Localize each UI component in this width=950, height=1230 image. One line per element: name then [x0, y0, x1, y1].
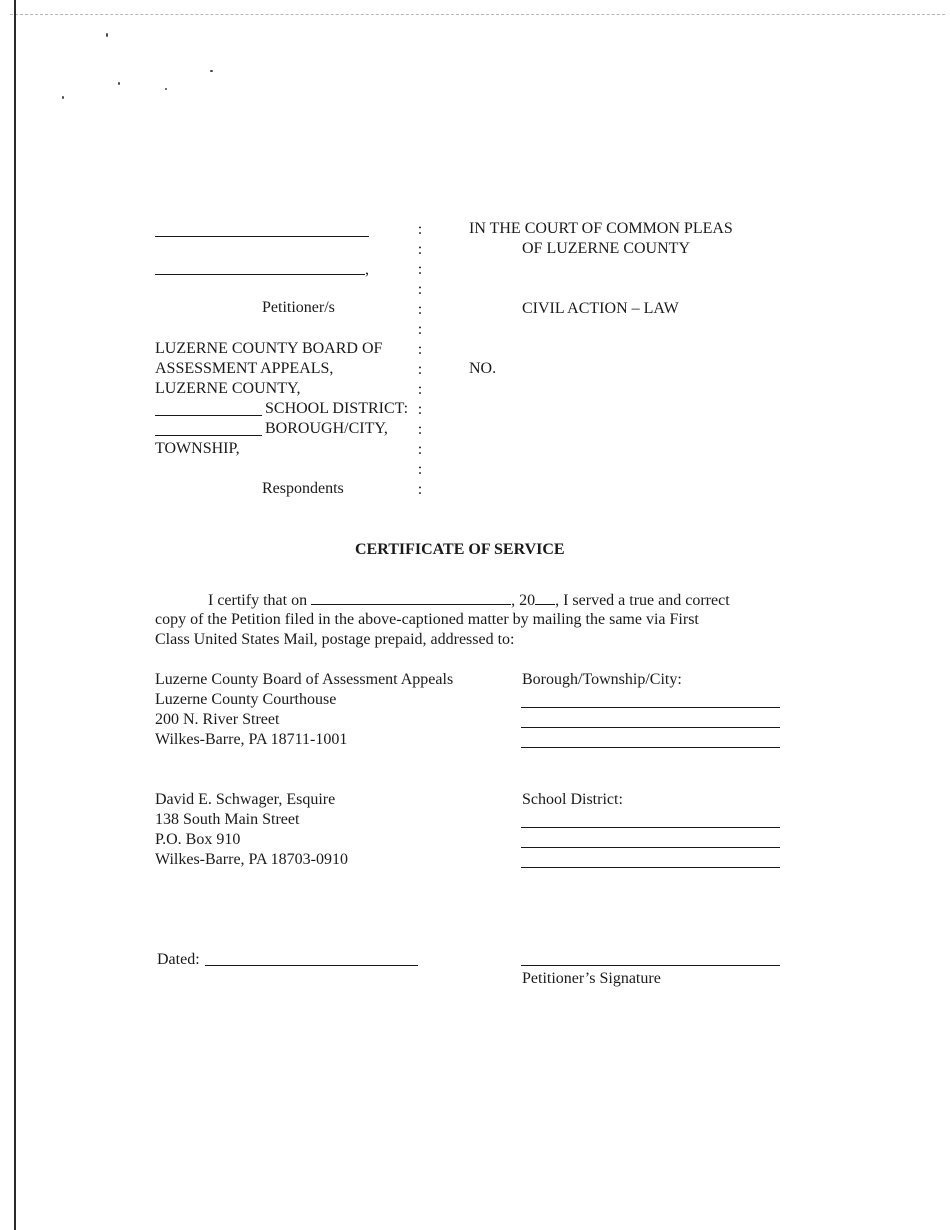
colon: :	[417, 321, 423, 338]
certification-paragraph-line-1	[208, 590, 730, 611]
colon: :	[417, 481, 423, 498]
attorney-address-line-2: 138 South Main Street	[155, 811, 300, 828]
colon: :	[417, 341, 423, 358]
caption-colon-column	[416, 220, 424, 500]
township-label: TOWNSHIP,	[155, 440, 240, 457]
colon: :	[417, 361, 423, 378]
school-address-blank-1[interactable]	[521, 827, 780, 828]
court-name-line-2: OF LUZERNE COUNTY	[522, 240, 690, 257]
borough-city-label: BOROUGH/CITY,	[265, 420, 388, 437]
school-district-address-label: School District:	[522, 791, 623, 808]
petitioner-signature-label: Petitioner’s Signature	[522, 970, 661, 987]
borough-address-blank-1[interactable]	[521, 707, 780, 708]
school-district-blank[interactable]	[155, 415, 262, 416]
service-date-blank[interactable]	[311, 590, 511, 605]
borough-city-blank[interactable]	[155, 435, 262, 436]
board-address-line-1: Luzerne County Board of Assessment Appeals	[155, 671, 454, 688]
scan-speck	[165, 88, 167, 90]
scan-speck	[210, 70, 213, 72]
attorney-address-line-1: David E. Schwager, Esquire	[155, 791, 336, 808]
colon: :	[417, 261, 423, 278]
borough-address-blank-3[interactable]	[521, 747, 780, 748]
respondent-line-2: ASSESSMENT APPEALS,	[155, 360, 334, 377]
board-address-line-4: Wilkes-Barre, PA 18711-1001	[155, 731, 348, 748]
borough-township-city-label: Borough/Township/City:	[522, 671, 682, 688]
certificate-title: CERTIFICATE OF SERVICE	[355, 541, 565, 558]
colon: :	[417, 241, 423, 258]
respondents-label: Respondents	[262, 480, 344, 497]
service-year-blank[interactable]	[535, 590, 555, 605]
petitioner-comma: ,	[365, 261, 369, 278]
borough-address-blank-2[interactable]	[521, 727, 780, 728]
colon: :	[417, 381, 423, 398]
certify-year-prefix: , 20	[511, 592, 536, 609]
colon: :	[417, 401, 423, 418]
court-name-line-1: IN THE COURT OF COMMON PLEAS	[469, 220, 733, 237]
attorney-address-line-3: P.O. Box 910	[155, 831, 241, 848]
colon: :	[417, 461, 423, 478]
board-address-line-2: Luzerne County Courthouse	[155, 691, 337, 708]
certify-text-end: , I served a true and correct	[555, 592, 730, 609]
colon: :	[417, 301, 423, 318]
attorney-address-line-4: Wilkes-Barre, PA 18703-0910	[155, 851, 348, 868]
colon: :	[417, 421, 423, 438]
civil-action-label: CIVIL ACTION – LAW	[522, 300, 679, 317]
petitioner-name-blank-1[interactable]	[155, 236, 369, 237]
signature-line[interactable]	[521, 965, 780, 966]
certify-text-start: I certify that on	[208, 592, 308, 609]
scan-speck	[62, 96, 64, 99]
scan-top-edge	[10, 14, 945, 15]
dated-label: Dated:	[157, 951, 200, 968]
colon: :	[417, 441, 423, 458]
respondent-line-3: LUZERNE COUNTY,	[155, 380, 301, 397]
colon: :	[417, 221, 423, 238]
school-address-blank-3[interactable]	[521, 867, 780, 868]
respondent-line-1: LUZERNE COUNTY BOARD OF	[155, 340, 383, 357]
scan-left-edge	[14, 0, 16, 1230]
certification-paragraph-line-3: Class United States Mail, postage prepaid, addressed to:	[155, 631, 515, 648]
colon: :	[417, 281, 423, 298]
certification-paragraph-line-2: copy of the Petition filed in the above-captioned matter by mailing the same via First	[155, 611, 699, 628]
petitioner-label: Petitioner/s	[262, 299, 335, 316]
school-address-blank-2[interactable]	[521, 847, 780, 848]
scan-speck	[118, 82, 120, 85]
case-number-label: NO.	[469, 360, 497, 377]
scan-speck	[106, 33, 108, 37]
petitioner-name-blank-2[interactable]	[155, 274, 365, 275]
board-address-line-3: 200 N. River Street	[155, 711, 280, 728]
dated-blank[interactable]	[205, 965, 418, 966]
school-district-label: SCHOOL DISTRICT:	[265, 400, 409, 417]
